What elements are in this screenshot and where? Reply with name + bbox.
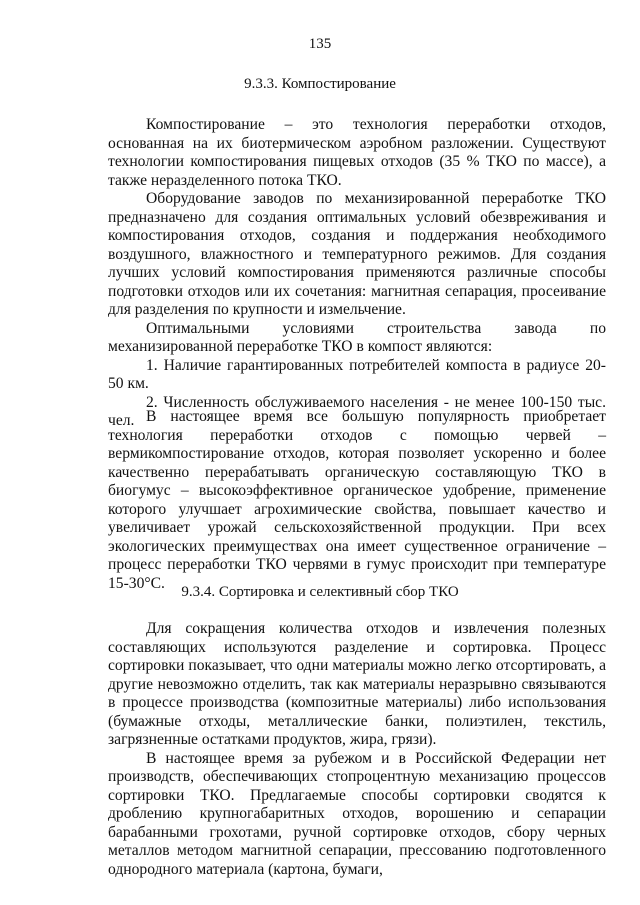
- sorting-text-block: [108, 620, 606, 879]
- paragraph: Для сокращения количества отходов и извлечения полезных составляющих используются разделение и сортировка. Процесс сортировки показывает, что одни материалы можно легко отсортировать, а другие невозможно отделить, так как материалы неразрывно связываются в процессе производства (композитные материалы) либо использования (бумажные отходы, металлические банки, полиэтилен, текстиль, загрязненные остатками продуктов, жира, грязи).: [108, 620, 606, 748]
- page-number: 135: [308, 36, 332, 52]
- composting-text-block: [108, 116, 606, 431]
- list-item: 2. Численность обслуживаемого населения - не менее 100-150 тыс. чел.: [108, 393, 606, 429]
- section-heading-sorting: 9.3.4. Сортировка и селективный сбор ТКО: [181, 584, 459, 600]
- paragraph: В настоящее время за рубежом и в Российской Федерации нет производств, обеспечивающих стопроцентную механизацию процессов сортировки ТКО. Предлагаемые способы сортировки сводятся к дроблению крупногабаритных отходов, ворошению и сепарации барабанными грохотами, ручной сортировке отходов, сбору черных металлов методом магнитной сепарации, прессованию подготовленного однородного материала (картона, бумаги,: [108, 749, 606, 878]
- section-heading-composting: 9.3.3. Компостирование: [244, 76, 396, 92]
- paragraph: Компостирование – это технология переработки отходов, основанная на их биотермическом аэробном разложении. Существуют технологии компостирования пищевых отходов (35 % ТКО по массе), а также неразделенного потока ТКО.: [108, 116, 606, 189]
- paragraph: Оптимальными условиями строительства завода по механизированной переработке ТКО в компост являются:: [108, 319, 606, 355]
- vermicomposting-text-block: [108, 408, 606, 593]
- list-item: 1. Наличие гарантированных потребителей компоста в радиусе 20-50 км.: [108, 356, 606, 392]
- paragraph: Оборудование заводов по механизированной переработке ТКО предназначено для создания оптимальных условий обезвреживания и компостирования отходов, создания и поддержания необходимого воздушного, влажностного и температурного режимов. Для создания лучших условий компостирования применяются различные способы подготовки отходов или их сочетания: магнитная сепарация, просеивание для разделения по крупности и измельчение.: [108, 190, 606, 318]
- paragraph: В настоящее время все большую популярность приобретает технология переработки отходов с помощью червей – вермикомпостирование отходов, которая позволяет ускоренно и более качественно перерабатывать органическую составляющую ТКО в биогумус – высокоэффективное органическое удобрение, применение которого улучшает агрохимические свойства, повышает качество и увеличивает урожай сельскохозяйственной продукции. При всех экологических преимуществах она имеет существенное ограничение – процесс переработки ТКО червями в гумус происходит при температуре 15-30°С.: [108, 408, 606, 592]
